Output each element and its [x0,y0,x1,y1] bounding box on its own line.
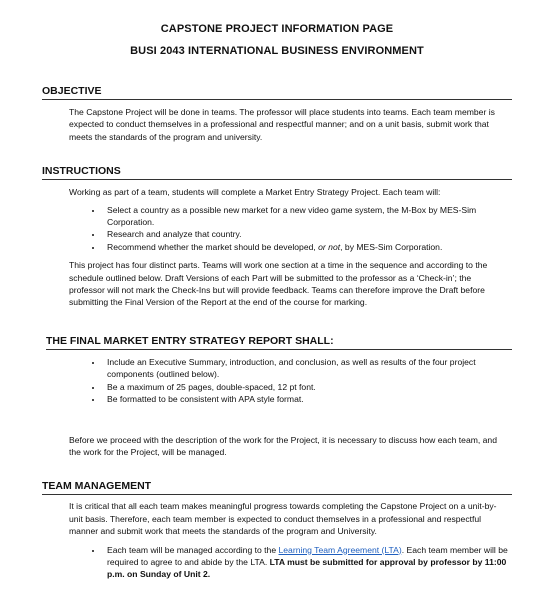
list-item [103,241,512,253]
objective-heading: OBJECTIVE [42,85,512,100]
team-management-heading: TEAM MANAGEMENT [42,480,512,495]
final-report-heading: THE FINAL MARKET ENTRY STRATEGY REPORT SHALL: [46,335,512,350]
page-title: CAPSTONE PROJECT INFORMATION PAGE [160,23,394,35]
list-item: • Include an Executive Summary, introduction, and conclusion, as well as results of the four project components (outlined below). [103,356,512,381]
list-item: • Be a maximum of 25 pages, double-spaced, 12 pt font. [103,381,512,393]
lta-link[interactable]: Learning Team Agreement (LTA) [278,544,402,555]
list-item: • Select a country as a possible new market for a new video game system, the M-Box by MES-Sim Corporation. [103,204,512,229]
course-title: BUSI 2043 INTERNATIONAL BUSINESS ENVIRONMENT [130,45,424,57]
instructions-paragraph: This project has four distinct parts. Teams will work one section at a time in the sequence and according to the schedule outlined below. Draft Versions of each Part will be submitted to the professor as a ‘Check-in’; the professor will not mark the Check-Ins but will provide feedback. Teams can therefore improve the Draft before submitting the Final Version of the Report at the end of the course for marking. [69,260,488,308]
list-item [103,544,512,581]
bullet-italic: or not [318,241,341,252]
final-report-after: Before we proceed with the description of the work for the Project, it is necessary to discuss how each team, and the work for the Project, will be managed. [69,434,497,457]
bullet-text: . Each team member will be required to agree to and abide by the LTA. [107,544,508,567]
bullet-text: Recommend whether the market should be developed, [107,241,319,252]
lta-deadline: LTA must be submitted for approval by professor by 11:00 p.m. on Sunday of Unit 2. [107,556,507,580]
bullet-text: , by MES-Sim Corporation. [340,241,443,252]
final-report-list [42,356,512,406]
instructions-list [42,204,512,254]
instructions-intro: Working as part of a team, students will complete a Market Entry Strategy Project. Each team will: [69,187,441,198]
team-management-list [42,544,512,581]
objective-text: The Capstone Project will be done in teams. The professor will place students into teams. Each team member is expected to conduct themselves in a professional and respectful manner; and on a unit basis, submit work that meets the standards of the program and university. [69,107,495,142]
list-item: • Be formatted to be consistent with APA style format. [103,393,512,405]
list-item: • Research and analyze that country. [103,228,512,240]
instructions-heading: INSTRUCTIONS [42,165,512,180]
team-management-text: It is critical that all each team makes meaningful progress towards completing the Capstone Project on a unit-by-unit basis. Therefore, each team member is expected to conduct themselves in a professional and respectful manner and submit work that meets the standards of the program and University. [69,501,497,537]
bullet-text: Each team will be managed according to the [107,544,279,555]
